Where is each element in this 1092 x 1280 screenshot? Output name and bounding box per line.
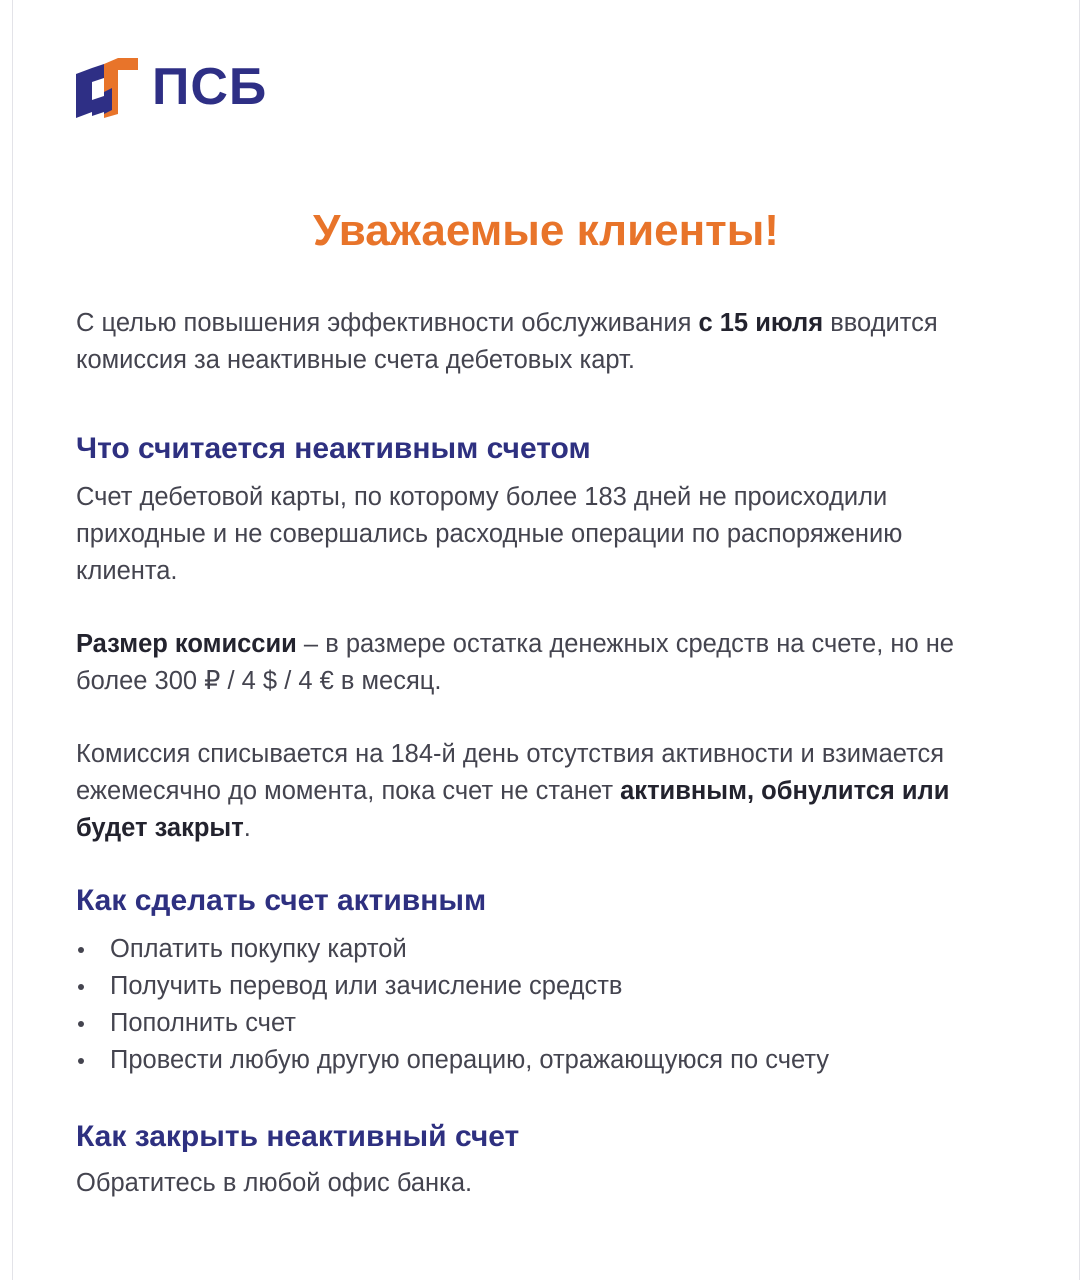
list-item: Оплатить покупку картой: [76, 931, 1006, 968]
intro-text-after: вводится комиссия за неактивные счета дебетовых карт.: [76, 309, 938, 374]
charge-paragraph: [76, 736, 1006, 847]
content: [76, 305, 1006, 1202]
intro-text-before: С целью повышения эффективности обслуживания: [76, 309, 699, 337]
list-item: Пополнить счет: [76, 1005, 1006, 1042]
charge-end: .: [243, 814, 251, 842]
list-item: Получить перевод или зачисление средств: [76, 968, 1006, 1005]
inactive-heading: Что считается неактивным счетом: [76, 432, 591, 465]
fee-text: – в размере остатка денежных средств на счете, но не более 300 ₽ / 4 $ / 4 € в месяц.: [76, 630, 954, 695]
fee-label: Размер комиссии: [76, 630, 297, 658]
close-heading: Как закрыть неактивный счет: [76, 1120, 520, 1153]
inactive-definition: Счет дебетовой карты, по которому более 183 дней не происходили приходные и не совершались расходные операции по распоряжению клиента.: [76, 483, 903, 585]
activate-list: [76, 931, 1006, 1079]
charge-bold: активным, обнулится или будет закрыт: [76, 777, 950, 842]
intro-paragraph: [76, 305, 1006, 379]
psb-logo: [74, 56, 267, 118]
fee-paragraph: [76, 626, 1006, 700]
charge-text: Комиссия списывается на 184-й день отсутствия активности и взимается ежемесячно до момента, пока счет не станет: [76, 740, 945, 805]
psb-logo-icon: [74, 56, 138, 118]
headline: Уважаемые клиенты!: [313, 206, 779, 255]
close-text: Обратитесь в любой офис банка.: [76, 1169, 473, 1197]
list-item: Провести любую другую операцию, отражающуюся по счету: [76, 1042, 1006, 1079]
intro-date: с 15 июля: [698, 309, 824, 337]
activate-heading: Как сделать счет активным: [76, 884, 487, 917]
brand-name: ПСБ: [152, 58, 268, 116]
